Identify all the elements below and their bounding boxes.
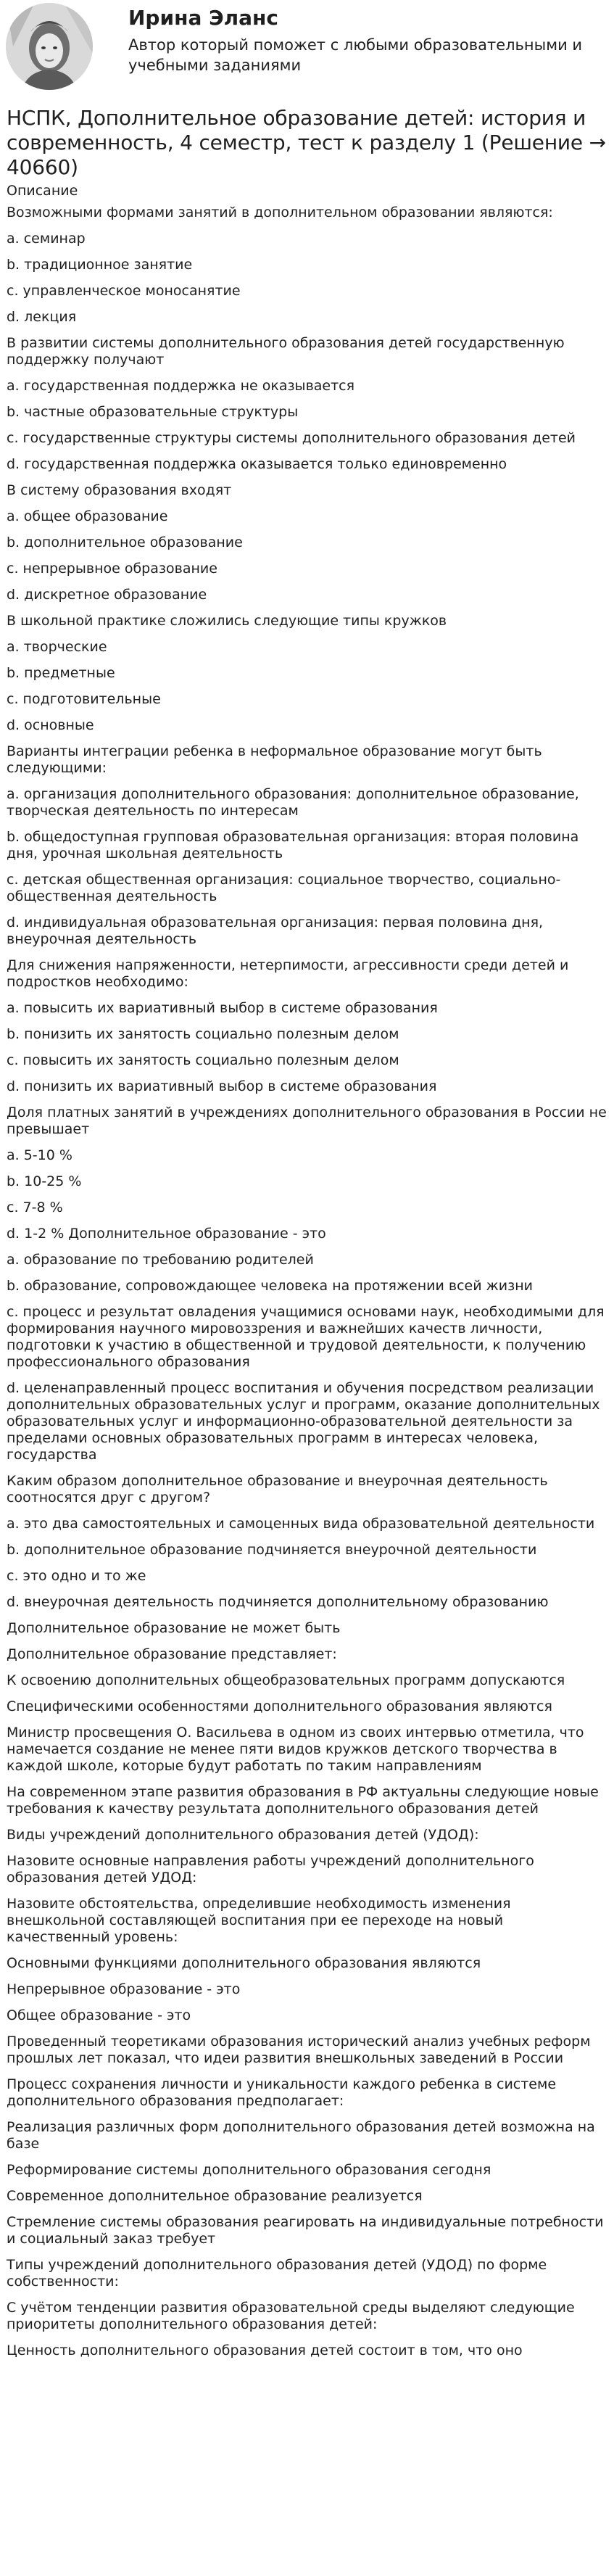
question-line: b. общедоступная групповая образовательная организация: вторая половина дня, урочная школьная деятельность <box>7 829 579 862</box>
question-line: d. основные <box>7 717 94 733</box>
question-line: Проведенный теоретиками образования исторический анализ учебных реформ прошлых лет показал, что идеи развития внешкольных заведений в России <box>7 2034 591 2066</box>
question-line: Доля платных занятий в учреждениях дополнительного образования в России не превышает <box>7 1105 607 1137</box>
question-line: Возможными формами занятий в дополнительном образовании являются: <box>7 205 553 220</box>
question-line: a. образование по требованию родителей <box>7 1252 314 1268</box>
question-line: b. 10-25 % <box>7 1173 82 1189</box>
question-line: d. внеурочная деятельность подчиняется дополнительному образованию <box>7 1594 549 1610</box>
question-line: Специфическими особенностями дополнительного образования являются <box>7 1698 552 1714</box>
author-name[interactable]: Ирина Эланс <box>128 6 278 30</box>
question-line: Реализация различных форм дополнительного образования детей возможна на базе <box>7 2119 595 2152</box>
question-line: b. дополнительное образование <box>7 534 243 550</box>
question-line: Непрерывное образование - это <box>7 1981 241 1997</box>
author-header <box>0 0 614 106</box>
question-line: a. 5-10 % <box>7 1147 72 1163</box>
question-line: Назовите обстоятельства, определившие необходимость изменения внешкольной составляющей воспитания при ее переходе на новый качественный уровень: <box>7 1896 511 1945</box>
question-line: c. это одно и то же <box>7 1568 146 1584</box>
question-line: a. семинар <box>7 231 86 247</box>
question-line: Процесс сохранения личности и уникальности каждого ребенка в системе дополнительного образования предполагает: <box>7 2076 557 2109</box>
question-line: С учётом тенденции развития образовательной среды выделяют следующие приоритеты дополнительного образования детей: <box>7 2300 575 2332</box>
question-line: b. традиционное занятие <box>7 257 193 273</box>
question-line: В развитии системы дополнительного образования детей государственную поддержку получают <box>7 335 565 368</box>
question-line: d. дискретное образование <box>7 587 207 603</box>
page-title: НСПК, Дополнительное образование детей: история и современность, 4 семестр, тест к разделу 1 (Решение → 40660) <box>7 106 606 179</box>
question-line: b. частные образовательные структуры <box>7 404 299 420</box>
question-line: a. государственная поддержка не оказывается <box>7 378 355 394</box>
document-body <box>0 106 614 2359</box>
question-line: Основными функциями дополнительного образования являются <box>7 1955 481 1971</box>
question-line: b. образование, сопровождающее человека на протяжении всей жизни <box>7 1278 533 1294</box>
question-line: Для снижения напряженности, нетерпимости, агрессивности среди детей и подростков необходимо: <box>7 957 569 990</box>
question-line: a. повысить их вариативный выбор в системе образования <box>7 1000 438 1016</box>
question-line: a. организация дополнительного образования: дополнительное образование, творческая деятельность по интересам <box>7 786 579 819</box>
question-line: Виды учреждений дополнительного образования детей (УДОД): <box>7 1827 479 1843</box>
question-line: d. индивидуальная образовательная организация: первая половина дня, внеурочная деятельность <box>7 915 544 947</box>
question-line: Министр просвещения О. Васильева в одном из своих интервью отметила, что намечается создание не менее пяти видов кружков детского творчества в каждой школе, которые будут работать по таким направлениям <box>7 1725 584 1774</box>
question-list <box>7 205 607 2359</box>
question-line: c. непрерывное образование <box>7 561 217 577</box>
question-line: a. общее образование <box>7 508 168 524</box>
question-line: Дополнительное образование не может быть <box>7 1620 341 1636</box>
question-line: d. 1-2 % Дополнительное образование - это <box>7 1226 326 1242</box>
question-line: c. подготовительные <box>7 691 161 707</box>
question-line: Общее образование - это <box>7 2007 191 2023</box>
question-line: c. повысить их занятость социально полезным делом <box>7 1052 399 1068</box>
question-line: На современном этапе развития образования в РФ актуальны следующие новые требования к качеству результата дополнительного образования детей <box>7 1784 599 1817</box>
question-line: В школьной практике сложились следующие типы кружков <box>7 613 447 629</box>
question-line: Современное дополнительное образование реализуется <box>7 2188 423 2204</box>
question-line: c. детская общественная организация: социальное творчество, социально-общественная деятельность <box>7 872 561 904</box>
question-line: c. 7-8 % <box>7 1200 63 1215</box>
question-line: a. это два самостоятельных и самоценных вида образовательной деятельности <box>7 1516 595 1532</box>
question-line: b. предметные <box>7 665 115 681</box>
question-line: Реформирование системы дополнительного образования сегодня <box>7 2162 491 2178</box>
author-description: Автор который поможет с любыми образовательными и учебными заданиями <box>128 36 583 74</box>
section-label: Описание <box>7 183 78 199</box>
question-line: Варианты интеграции ребенка в неформальное образование могут быть следующими: <box>7 743 542 776</box>
question-line: d. понизить их вариативный выбор в системе образования <box>7 1078 437 1094</box>
question-line: Стремление системы образования реагировать на индивидуальные потребности и социальный заказ требует <box>7 2214 604 2247</box>
question-line: К освоению дополнительных общеобразовательных программ допускаются <box>7 1672 565 1688</box>
question-line: В систему образования входят <box>7 482 232 498</box>
question-line: Назовите основные направления работы учреждений дополнительного образования детей УДОД: <box>7 1853 534 1886</box>
question-line: b. дополнительное образование подчиняется внеурочной деятельности <box>7 1542 537 1558</box>
question-line: c. управленческое моносанятие <box>7 283 241 299</box>
question-line: c. процесс и результат овладения учащимися основами наук, необходимыми для формирования научного мировоззрения и важнейших качеств личности, подготовки к участию в общественной и трудовой деятельности, к получению профессионального образования <box>7 1304 605 1370</box>
question-line: Типы учреждений дополнительного образования детей (УДОД) по форме собственности: <box>7 2257 547 2290</box>
question-line: Каким образом дополнительное образование и внеурочная деятельность соотносятся друг с другом? <box>7 1473 548 1506</box>
question-line: d. государственная поддержка оказывается только единовременно <box>7 456 507 472</box>
author-avatar[interactable] <box>6 3 93 90</box>
question-line: Ценность дополнительного образования детей состоит в том, что оно <box>7 2342 523 2358</box>
question-line: d. целенаправленный процесс воспитания и обучения посредством реализации дополнительных образовательных услуг и программ, оказание дополнительных образовательных услуг и информационно-образовательной деятельности за пределами основных образовательных программ в интересах человека, государства <box>7 1380 600 1463</box>
question-line: a. творческие <box>7 639 107 655</box>
question-line: c. государственные структуры системы дополнительного образования детей <box>7 430 576 446</box>
person-photo-icon <box>6 3 93 90</box>
question-line: Дополнительное образование представляет: <box>7 1646 337 1662</box>
question-line: d. лекция <box>7 309 77 325</box>
question-line: b. понизить их занятость социально полезным делом <box>7 1026 399 1042</box>
